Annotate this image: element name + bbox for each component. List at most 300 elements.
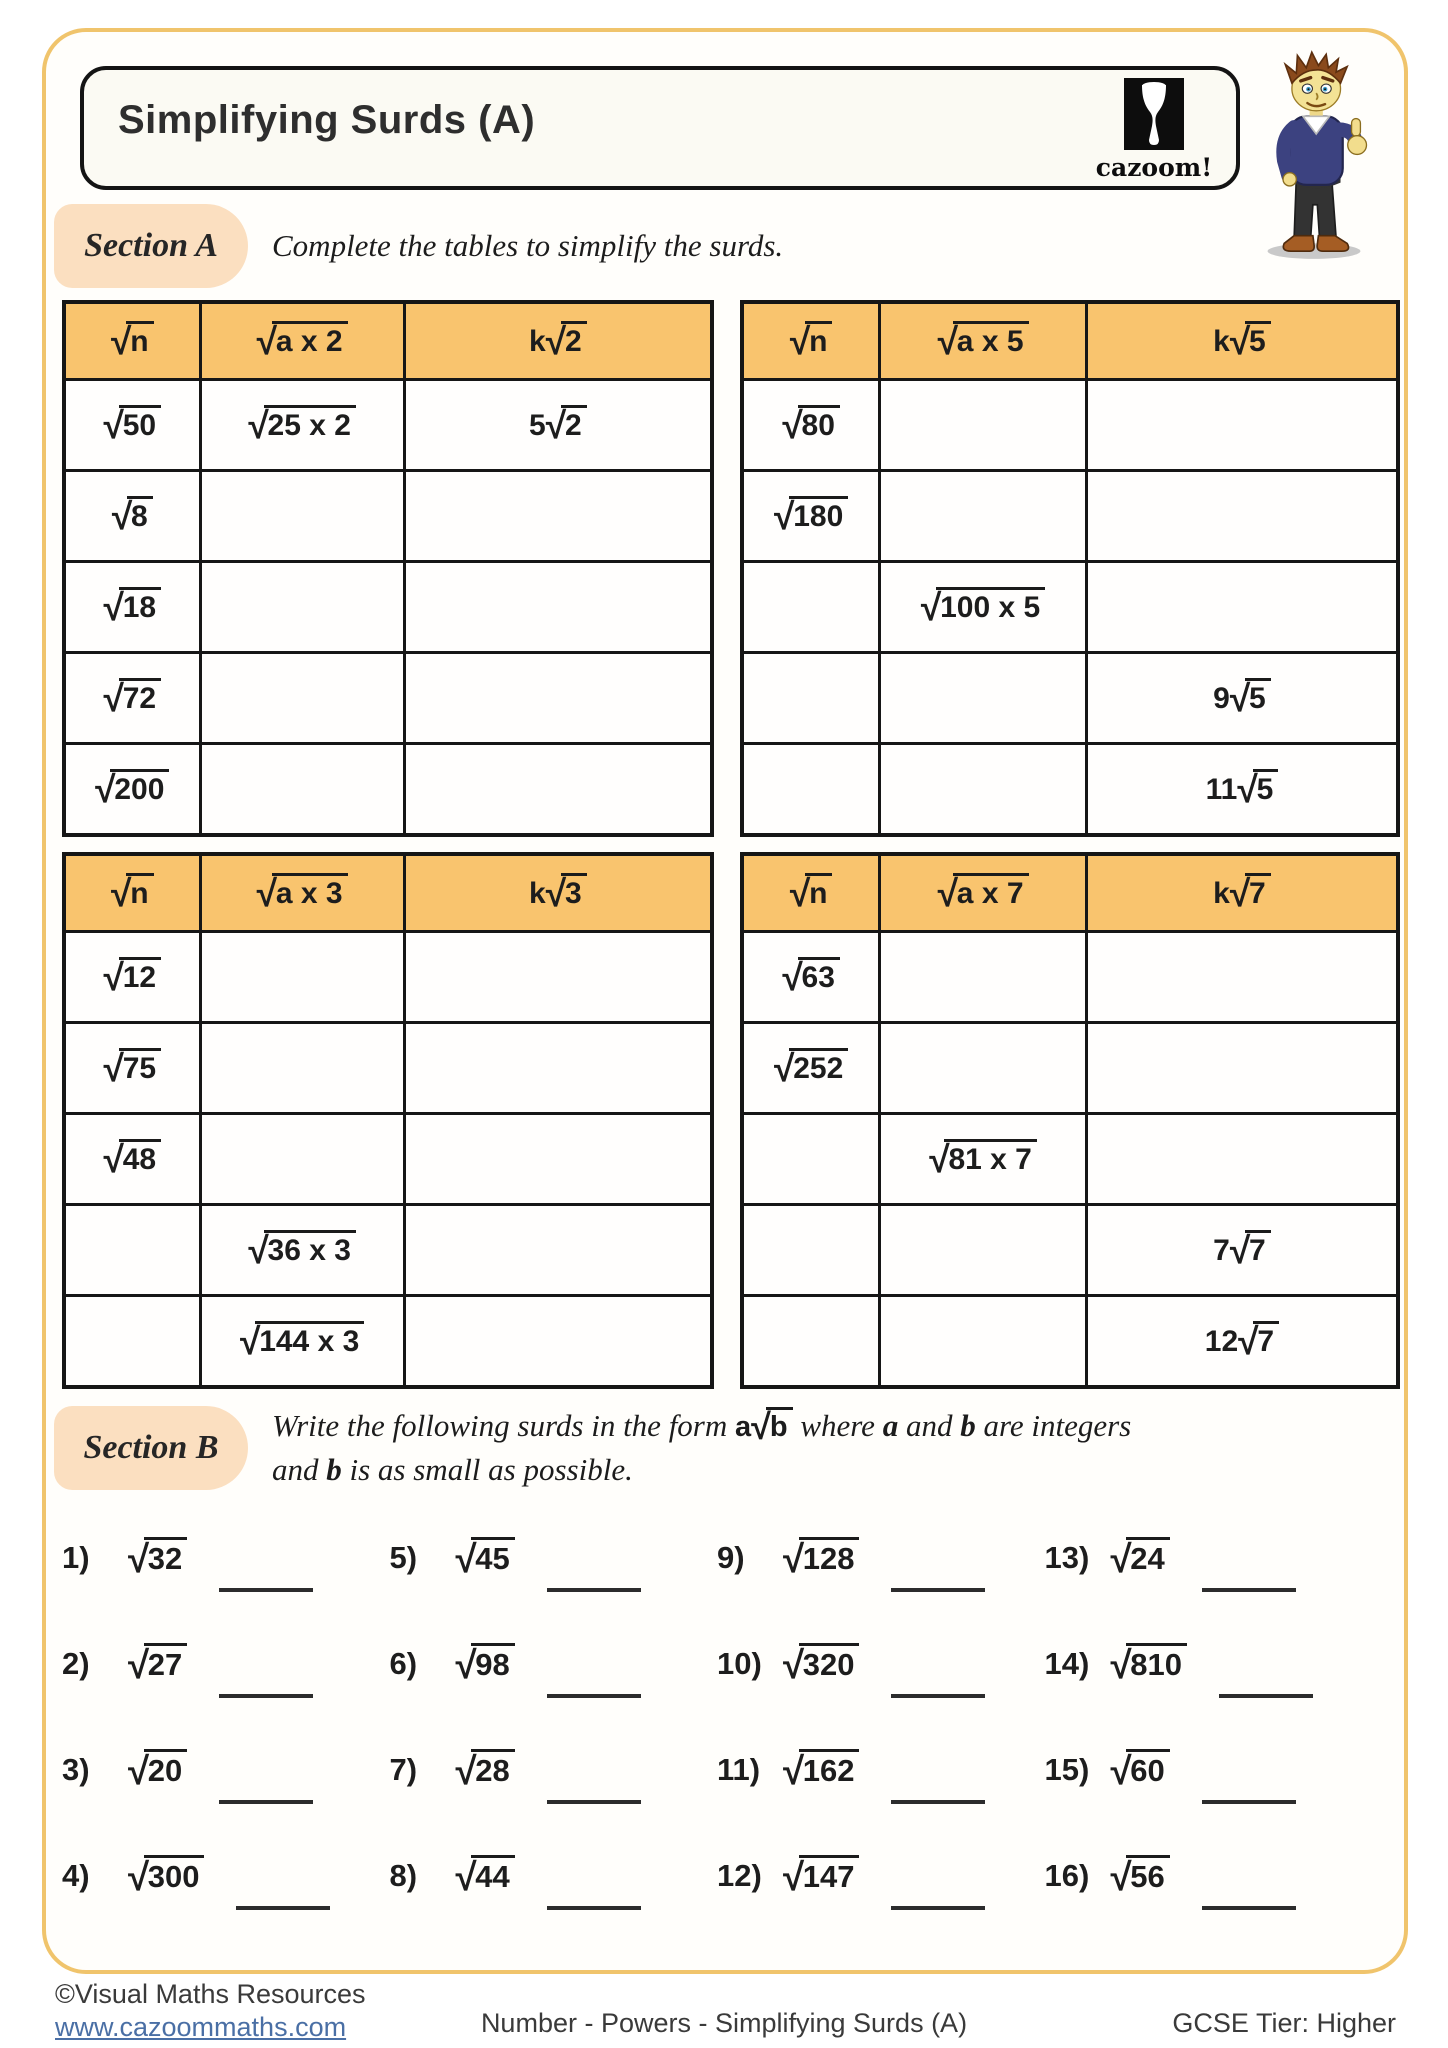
radicand: a x 5 [953, 321, 1029, 358]
radical-sign: √ [256, 872, 278, 915]
radical-sign: √ [783, 1537, 805, 1581]
radical-sign: √ [128, 1749, 150, 1793]
radical-sign: √ [1229, 1229, 1251, 1272]
title-box [80, 66, 1240, 190]
radical-sign: √ [103, 404, 124, 447]
surd [782, 956, 840, 999]
answer-cell [880, 1296, 1087, 1388]
answer-cell [1086, 562, 1398, 653]
section-b-instruction-line1 [272, 1404, 1282, 1448]
question-item [62, 1505, 390, 1611]
radical-sign: √ [128, 1855, 150, 1899]
radical-sign: √ [95, 768, 116, 811]
surd [239, 1320, 364, 1363]
section-b-questions [62, 1505, 1372, 1929]
answer-blank [891, 1588, 985, 1592]
surd-cell [880, 562, 1087, 653]
answer-cell [200, 562, 404, 653]
table-row [742, 932, 1398, 1023]
table-header-cell [1086, 302, 1398, 380]
radical-sign: √ [128, 1537, 150, 1581]
surd [937, 872, 1029, 915]
surd [456, 1643, 515, 1686]
radical-sign: √ [455, 1749, 477, 1793]
surd [256, 320, 348, 363]
radicand: 28 [471, 1749, 514, 1787]
radical-sign: √ [256, 320, 278, 363]
radicand: n [126, 321, 153, 358]
radicand: 300 [144, 1855, 205, 1893]
question-item [1045, 1717, 1373, 1823]
radical-sign: √ [1110, 1643, 1132, 1687]
surd [1204, 1320, 1279, 1363]
table-header-cell [404, 302, 712, 380]
answer-cell [404, 1023, 712, 1114]
mascot-boy-illustration [1244, 50, 1384, 260]
table-row [742, 744, 1398, 836]
surd [1111, 1855, 1170, 1898]
question-number: 3) [62, 1752, 90, 1787]
question-item [390, 1823, 718, 1929]
radical-sign: √ [789, 320, 811, 363]
table-row [742, 1205, 1398, 1296]
table-header-cell [742, 302, 880, 380]
section-a-label-text: Section A [84, 227, 218, 264]
cazoom-logo [1094, 78, 1214, 180]
surd [1213, 872, 1271, 915]
surd [111, 320, 154, 363]
table-row [64, 1023, 712, 1114]
radical-sign: √ [937, 872, 958, 915]
question-number: 7) [389, 1752, 418, 1787]
answer-cell [880, 380, 1087, 471]
surd-coefficient: 9 [1213, 682, 1230, 716]
surd [103, 404, 161, 447]
answer-blank [891, 1800, 985, 1804]
section-b-label [54, 1406, 248, 1490]
surd [1205, 768, 1279, 811]
radicand: 50 [119, 405, 161, 442]
answer-cell [880, 471, 1087, 562]
radical-sign: √ [248, 404, 269, 447]
answer-blank [219, 1800, 313, 1804]
answer-cell [404, 653, 712, 744]
instruction-text: are integers [983, 1408, 1132, 1443]
radicand: 2 [561, 405, 587, 442]
table-row [64, 562, 712, 653]
answer-cell [404, 744, 712, 836]
section-b-instruction-line2 [272, 1448, 1282, 1492]
radical-sign: √ [103, 677, 124, 720]
surd [456, 1537, 515, 1580]
surd-cell [200, 1296, 404, 1388]
radical-sign: √ [782, 956, 803, 999]
surd-cell [404, 380, 712, 471]
section-a-instruction: Complete the tables to simplify the surds. [272, 228, 784, 263]
radicand: 25 x 2 [264, 405, 356, 442]
radicand: 72 [119, 678, 161, 715]
answer-cell [200, 1114, 404, 1205]
table-row [742, 562, 1398, 653]
answer-blank [219, 1588, 313, 1592]
radical-sign: √ [1110, 1749, 1132, 1793]
surd [128, 1537, 187, 1580]
question-item [62, 1823, 390, 1929]
radical-sign: √ [103, 1138, 124, 1181]
surd-cell [64, 1114, 200, 1205]
answer-cell [404, 1114, 712, 1205]
surd-coefficient: 5 [529, 409, 546, 443]
question-item [390, 1611, 718, 1717]
radical-sign: √ [783, 1749, 805, 1793]
surd-cell [64, 471, 200, 562]
radicand: 32 [144, 1537, 187, 1575]
answer-blank [236, 1906, 330, 1910]
surd [783, 1855, 859, 1898]
surd [783, 1643, 859, 1686]
radical-sign: √ [937, 320, 958, 363]
answer-cell [880, 932, 1087, 1023]
surd-table [62, 300, 714, 837]
answer-cell [742, 562, 880, 653]
surd [783, 1537, 859, 1580]
table-row [64, 744, 712, 836]
answer-cell [1086, 380, 1398, 471]
radicand: 252 [789, 1048, 848, 1085]
instruction-text: and [905, 1408, 953, 1443]
radicand: 8 [127, 496, 153, 533]
radicand: a x 7 [953, 873, 1029, 910]
surd [256, 872, 348, 915]
surd [529, 404, 587, 447]
question-item [390, 1505, 718, 1611]
question-number: 14) [1044, 1646, 1090, 1681]
surd-cell [1086, 1205, 1398, 1296]
radicand: 98 [471, 1643, 514, 1681]
table-header-cell [64, 854, 200, 932]
radicand: 200 [110, 769, 169, 806]
surd [103, 586, 161, 629]
table-row [742, 471, 1398, 562]
answer-cell [1086, 1114, 1398, 1205]
footer-tier-text: GCSE Tier: Higher [1172, 2008, 1396, 2038]
radicand: 20 [144, 1749, 187, 1787]
surd-cell [880, 1114, 1087, 1205]
question-number: 15) [1044, 1752, 1090, 1787]
surd-cell [64, 932, 200, 1023]
surd [1213, 1229, 1271, 1272]
table-row [64, 1114, 712, 1205]
radicand: 147 [799, 1855, 860, 1893]
radicand: 75 [119, 1048, 161, 1085]
radical-sign: √ [545, 320, 567, 363]
radicand: 2 [561, 321, 587, 358]
surd-cell [64, 1023, 200, 1114]
surd [789, 872, 833, 915]
radical-sign: √ [1110, 1537, 1132, 1581]
variable-b: b [960, 1408, 976, 1443]
page-title: Simplifying Surds (A) [118, 98, 536, 142]
answer-cell [742, 653, 880, 744]
surd-table-sqrt2 [62, 300, 714, 837]
form-surd [735, 1407, 793, 1448]
cazoom-logo-text: cazoom! [1095, 153, 1213, 182]
radicand: 7 [1253, 1321, 1279, 1358]
radical-sign: √ [455, 1855, 477, 1899]
table-header-cell [880, 854, 1087, 932]
radicand: 60 [1126, 1749, 1169, 1787]
radicand: 3 [561, 873, 587, 910]
instruction-text: is as small as possible. [349, 1452, 633, 1488]
surd [103, 956, 161, 999]
radicand: 320 [799, 1643, 860, 1681]
table-row [742, 1023, 1398, 1114]
surd-table [740, 300, 1400, 837]
answer-cell [200, 744, 404, 836]
table-row [64, 471, 712, 562]
answer-blank [1202, 1906, 1296, 1910]
radical-sign: √ [929, 1138, 950, 1181]
radical-sign: √ [128, 1643, 150, 1687]
copyright-text: ©Visual Maths Resources [55, 1979, 366, 2009]
question-number: 11) [717, 1752, 761, 1787]
answer-cell [200, 471, 404, 562]
radicand: 80 [798, 405, 840, 442]
answer-cell [404, 471, 712, 562]
answer-cell [880, 653, 1087, 744]
surd-table [740, 852, 1400, 1389]
radical-sign: √ [1229, 872, 1251, 915]
cazoom-goblet-icon [1124, 78, 1184, 150]
question-item [1045, 1823, 1373, 1929]
radical-sign: √ [782, 404, 803, 447]
answer-cell [64, 1205, 200, 1296]
radical-sign: √ [773, 1047, 795, 1090]
answer-cell [880, 744, 1087, 836]
radicand: 44 [471, 1855, 514, 1893]
surd-cell [1086, 1296, 1398, 1388]
surd [128, 1643, 187, 1686]
radical-sign: √ [455, 1537, 477, 1581]
answer-blank [1219, 1694, 1313, 1698]
surd [1213, 677, 1271, 720]
radicand: 81 x 7 [944, 1139, 1036, 1176]
answer-blank [219, 1694, 313, 1698]
radical-sign: √ [545, 872, 567, 915]
table-header-cell [200, 854, 404, 932]
surd [937, 320, 1029, 363]
surd [783, 1749, 859, 1792]
surd-table-sqrt3 [62, 852, 714, 1389]
answer-cell [742, 1114, 880, 1205]
surd [128, 1855, 204, 1898]
question-number: 10) [717, 1646, 762, 1681]
radical-sign: √ [111, 495, 133, 538]
radical-sign: √ [248, 1229, 269, 1272]
radical-sign: √ [239, 1320, 261, 1363]
answer-cell [742, 1205, 880, 1296]
radical-sign: √ [545, 404, 567, 447]
table-row [64, 653, 712, 744]
table-header-cell [404, 854, 712, 932]
question-number: 16) [1044, 1858, 1090, 1893]
surd-cell [200, 1205, 404, 1296]
radicand: n [126, 873, 153, 910]
answer-cell [200, 1023, 404, 1114]
surd [103, 677, 161, 720]
surd [456, 1749, 515, 1792]
answer-blank [891, 1906, 985, 1910]
surd-coefficient: k [1213, 877, 1230, 911]
radical-sign: √ [455, 1643, 477, 1687]
surd [103, 1047, 161, 1090]
surd [773, 495, 848, 538]
answer-blank [891, 1694, 985, 1698]
surd [929, 1138, 1037, 1181]
answer-blank [547, 1906, 641, 1910]
surd-cell [64, 744, 200, 836]
radicand: 128 [799, 1537, 860, 1575]
radical-sign: √ [751, 1406, 771, 1448]
radical-sign: √ [773, 495, 795, 538]
surd [248, 1229, 356, 1272]
radical-sign: √ [1110, 1855, 1132, 1899]
answer-cell [1086, 1023, 1398, 1114]
radicand: a x 2 [272, 321, 348, 358]
radicand: 27 [144, 1643, 187, 1681]
answer-cell [1086, 471, 1398, 562]
surd [529, 320, 587, 363]
radical-sign: √ [783, 1855, 805, 1899]
radicand: 5 [1253, 769, 1279, 806]
form-radicand: b [766, 1407, 793, 1443]
table-header-cell [200, 302, 404, 380]
question-item [62, 1717, 390, 1823]
answer-blank [1202, 1800, 1296, 1804]
table-header-cell [64, 302, 200, 380]
surd-table [62, 852, 714, 1389]
radicand: 24 [1126, 1537, 1169, 1575]
surd [1213, 320, 1271, 363]
radical-sign: √ [1229, 677, 1251, 720]
question-item [1045, 1505, 1373, 1611]
table-header-cell [742, 854, 880, 932]
surd-cell [200, 380, 404, 471]
surd-cell [64, 380, 200, 471]
radicand: 7 [1245, 1230, 1271, 1267]
radicand: 180 [789, 496, 848, 533]
variable-a: a [882, 1408, 899, 1443]
question-number: 12) [717, 1858, 762, 1893]
radicand: 144 x 3 [255, 1321, 364, 1358]
radical-sign: √ [111, 320, 132, 363]
form-coefficient: a [735, 1411, 752, 1443]
question-item [390, 1717, 718, 1823]
question-number: 8) [389, 1858, 418, 1893]
variable-b: b [326, 1452, 342, 1488]
table-row [64, 1296, 712, 1388]
radical-sign: √ [103, 586, 124, 629]
answer-blank [547, 1588, 641, 1592]
table-row [742, 653, 1398, 744]
radicand: 63 [798, 957, 840, 994]
answer-cell [404, 1205, 712, 1296]
answer-cell [404, 932, 712, 1023]
surd-coefficient: k [529, 877, 546, 911]
footer-topic-text: Number - Powers - Simplifying Surds (A) [480, 2008, 968, 2038]
surd-table-sqrt5 [740, 300, 1400, 837]
surd [111, 872, 154, 915]
table-row [742, 1296, 1398, 1388]
radical-sign: √ [789, 872, 811, 915]
surd-cell [64, 562, 200, 653]
surd-coefficient: k [529, 325, 546, 359]
surd-coefficient: k [1213, 325, 1230, 359]
radicand: 7 [1245, 873, 1271, 910]
radicand: 48 [119, 1139, 161, 1176]
question-item [717, 1611, 1045, 1717]
radicand: 56 [1126, 1855, 1169, 1893]
surd-table-sqrt7 [740, 852, 1400, 1389]
question-item [62, 1611, 390, 1717]
radicand: 5 [1245, 321, 1271, 358]
answer-cell [200, 932, 404, 1023]
answer-cell [880, 1205, 1087, 1296]
answer-blank [547, 1694, 641, 1698]
surd [1111, 1749, 1170, 1792]
section-b-label-text: Section B [83, 1429, 219, 1466]
surd [95, 768, 169, 811]
radicand: 18 [119, 587, 161, 624]
radical-sign: √ [1238, 1320, 1259, 1363]
answer-cell [404, 562, 712, 653]
radicand: 12 [119, 957, 161, 994]
surd-coefficient: 12 [1204, 1325, 1239, 1359]
radicand: 810 [1126, 1643, 1187, 1681]
table-row [64, 932, 712, 1023]
radical-sign: √ [103, 1047, 124, 1090]
question-number: 13) [1044, 1540, 1090, 1575]
surd [103, 1138, 161, 1181]
radical-sign: √ [920, 586, 942, 629]
surd-coefficient: 11 [1205, 773, 1238, 807]
question-item [717, 1823, 1045, 1929]
instruction-text: and [272, 1452, 319, 1488]
radicand: a x 3 [272, 873, 348, 910]
instruction-text: where [800, 1408, 875, 1443]
surd [789, 320, 833, 363]
radical-sign: √ [1229, 320, 1251, 363]
question-number: 1) [62, 1540, 90, 1575]
surd-cell [1086, 653, 1398, 744]
table-row [64, 1205, 712, 1296]
surd [1111, 1643, 1187, 1686]
surd-cell [1086, 744, 1398, 836]
surd [773, 1047, 848, 1090]
question-item [717, 1505, 1045, 1611]
surd-cell [64, 653, 200, 744]
surd-cell [742, 471, 880, 562]
answer-cell [742, 1296, 880, 1388]
website-link[interactable]: www.cazoommaths.com [55, 2011, 347, 2042]
instruction-text: Write the following surds in the form [272, 1408, 728, 1443]
surd [782, 404, 840, 447]
radicand: 36 x 3 [264, 1230, 356, 1267]
answer-blank [547, 1800, 641, 1804]
answer-cell [1086, 932, 1398, 1023]
surd-cell [742, 932, 880, 1023]
radicand: 100 x 5 [936, 587, 1045, 624]
